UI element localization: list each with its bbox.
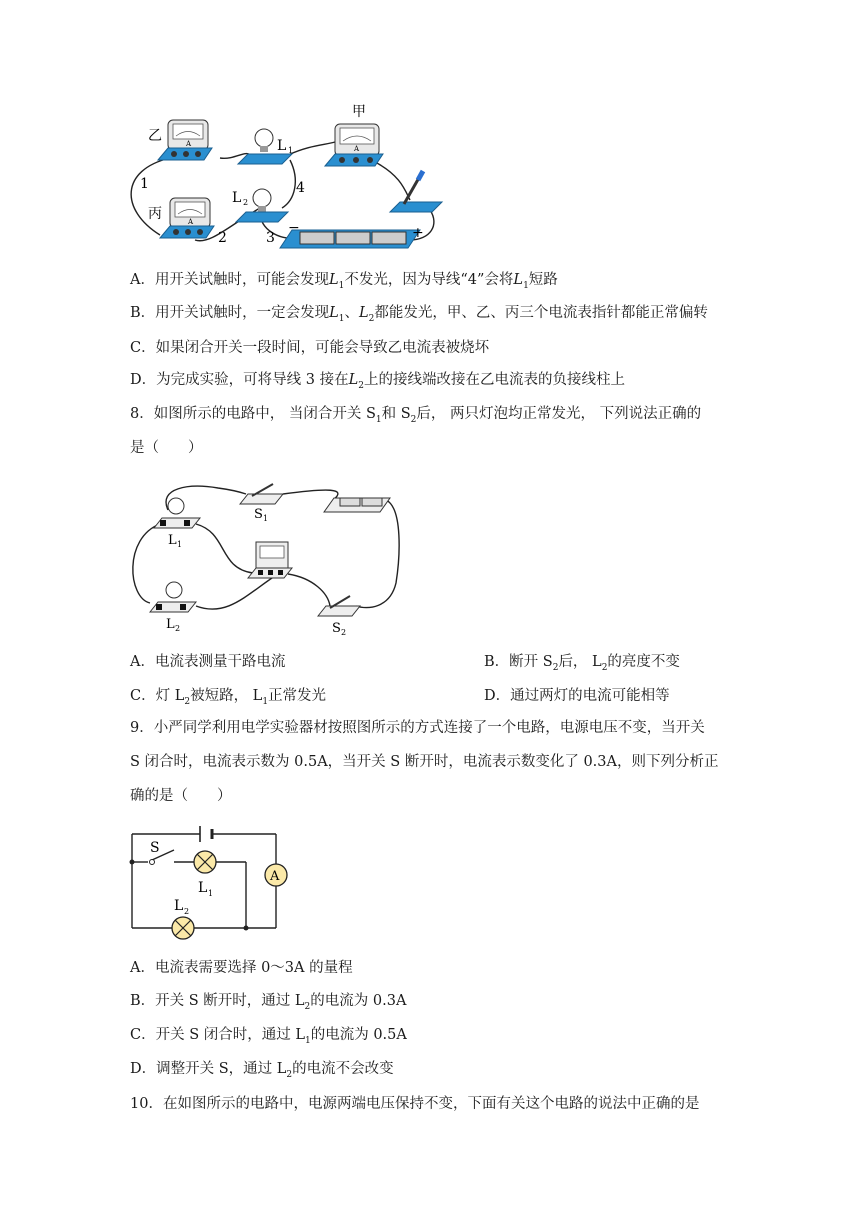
svg-text:丙: 丙 — [148, 206, 162, 222]
svg-text:2: 2 — [341, 628, 347, 637]
svg-text:L: L — [198, 880, 208, 896]
svg-text:3: 3 — [266, 230, 275, 246]
battery-pack — [280, 230, 420, 248]
lamp-L2-symbol — [172, 917, 194, 939]
q8-circuit-figure — [128, 478, 408, 638]
switch-S2 — [318, 596, 360, 616]
svg-text:乙: 乙 — [148, 128, 162, 144]
q9-option-d: D．调整开关 S，通过 $L_2$的电流不会改变 — [130, 1061, 394, 1080]
svg-text:1: 1 — [263, 514, 269, 523]
q9-option-a: A．电流表需要选择 0～3A 的量程 — [130, 960, 353, 976]
svg-text:L: L — [168, 533, 177, 548]
battery-box — [324, 498, 390, 512]
svg-text:甲: 甲 — [352, 104, 366, 120]
q9-stem-line3: 确的是（ ） — [130, 788, 232, 804]
q8-stem-line1: 8．如图所示的电路中， 当闭合开关 $S_1$和 $S_2$后， 两只灯泡均正常发光， 下列说法正确的 — [130, 406, 702, 425]
q8-stem-line2: 是（ ） — [130, 440, 203, 456]
q9-stem-line2: S 闭合时，电流表示数为 0.5A，当开关 S 断开时，电流表示数变化了 0.3A，则下列分析正 — [130, 754, 719, 770]
q7-circuit-figure — [120, 100, 450, 260]
q7-option-c: C．如果闭合开关一段时间，可能会导致乙电流表被烧坏 — [130, 340, 490, 356]
svg-text:S: S — [150, 840, 160, 856]
svg-text:1: 1 — [140, 176, 149, 192]
bulb-L1-board — [154, 498, 200, 528]
svg-text:A: A — [354, 145, 360, 153]
q10-stem-line1: 10．在如图所示的电路中，电源两端电压保持不变，下面有关这个电路的说法中正确的是 — [130, 1096, 700, 1112]
q8-option-c: C．灯 $L_2$被短路， $L_1$正常发光 — [130, 688, 327, 707]
q8-option-a: A．电流表测量干路电流 — [130, 654, 286, 670]
q7-option-a: A．用开关试触时，可能会发现$L_1$不发光，因为导线“4”会将$L_1$短路 — [130, 272, 558, 291]
q9-option-c: C．开关 S 闭合时，通过 $L_1$的电流为 0.5A — [130, 1027, 407, 1046]
svg-text:2: 2 — [218, 230, 227, 246]
svg-text:2: 2 — [243, 198, 249, 207]
svg-text:+: + — [412, 225, 424, 241]
svg-text:L: L — [166, 617, 175, 632]
svg-text:L: L — [232, 190, 242, 206]
ammeter — [248, 542, 292, 578]
lamp-L1-symbol — [194, 851, 216, 873]
svg-text:1: 1 — [177, 540, 183, 549]
svg-text:2: 2 — [175, 624, 181, 633]
svg-text:1: 1 — [208, 889, 214, 898]
svg-text:A: A — [270, 869, 280, 884]
q9-stem-line1: 9．小严同学利用电学实验器材按照图所示的方式连接了一个电路，电源电压不变，当开关 — [130, 720, 705, 736]
svg-text:2: 2 — [184, 907, 190, 916]
q9-circuit-diagram — [128, 820, 298, 945]
svg-text:1: 1 — [288, 146, 294, 155]
svg-text:S: S — [254, 507, 263, 522]
ammeter-bing — [160, 198, 214, 238]
bulb-L2-board — [150, 582, 196, 612]
q7-option-d: D．为完成实验，可将导线 3 接在$L_2$上的接线端改接在乙电流表的负接线柱上 — [130, 372, 625, 391]
ammeter-jia — [325, 124, 383, 166]
svg-text:−: − — [288, 220, 300, 236]
svg-text:A: A — [186, 140, 192, 148]
svg-text:L: L — [174, 898, 184, 914]
svg-text:4: 4 — [296, 180, 305, 196]
ammeter-symbol — [265, 864, 287, 886]
svg-text:S: S — [332, 621, 341, 636]
ammeter-yi — [158, 120, 212, 160]
svg-text:A: A — [188, 218, 194, 226]
q8-option-d: D．通过两灯的电流可能相等 — [484, 688, 670, 704]
q9-option-b: B．开关 S 断开时，通过 $L_2$的电流为 0.3A — [130, 993, 407, 1012]
switch-S1 — [240, 484, 283, 504]
svg-text:L: L — [277, 138, 287, 154]
q7-option-b: B．用开关试触时，一定会发现$L_1$、$L_2$都能发光，甲、乙、丙三个电流表指针都能正常偏转 — [130, 305, 708, 324]
q8-option-b: B．断开 $S_2$后， $L_2$的亮度不变 — [484, 654, 680, 673]
knife-switch — [390, 171, 442, 212]
